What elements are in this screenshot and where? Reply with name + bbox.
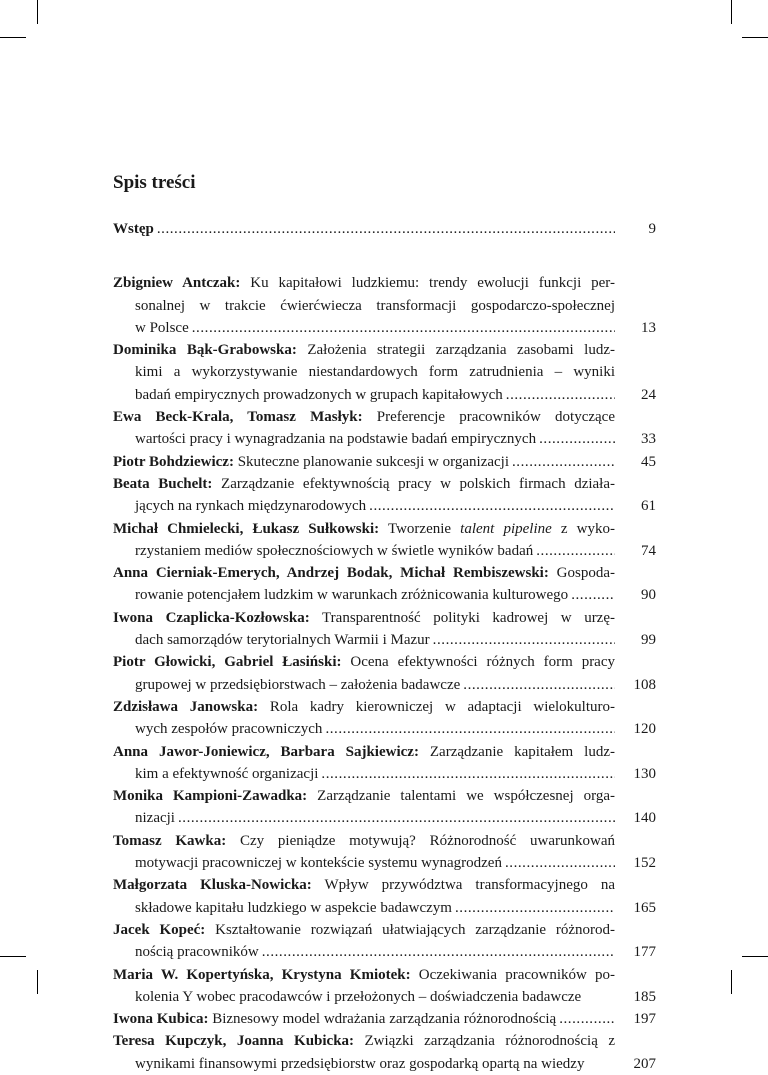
toc-entry-line: [113, 763, 615, 785]
page-number: 165: [633, 899, 656, 916]
entry-authors: Zdzisława Janowska:: [113, 698, 259, 715]
entry-title-text: Teresa Kupczyk, Joanna Kubicka: Związki zarządzania różnorodnością z: [113, 1033, 615, 1050]
page-number: 177: [633, 944, 656, 961]
entry-title-text: badań empirycznych prowadzonych w grupach kapitałowych: [135, 386, 503, 403]
page-number: 140: [633, 810, 656, 827]
entry-authors: Dominika Bąk-Grabowska:: [113, 342, 297, 359]
toc-entry[interactable]: [113, 272, 656, 339]
entry-title-text: składowe kapitału ludzkiego w aspekcie badawczym: [135, 899, 452, 916]
toc-entry-intro[interactable]: [113, 218, 656, 240]
page-number: 197: [633, 1011, 656, 1028]
toc-entry-line: [113, 696, 615, 718]
toc-entry-line: [113, 1030, 615, 1052]
crop-mark: [0, 37, 26, 38]
entry-title-text: Iwona Czaplicka-Kozłowska: Transparentność polityki kadrowej w urzę-: [113, 609, 615, 626]
entry-authors: Monika Kampioni-Zawadka:: [113, 788, 308, 805]
toc-entry[interactable]: [113, 1008, 656, 1030]
toc-entry[interactable]: [113, 964, 656, 1009]
entry-title-text: rzystaniem mediów społecznościowych w świetle wyników badań: [135, 542, 534, 559]
entry-authors: Iwona Kubica:: [113, 1011, 209, 1028]
leader-dots: [536, 428, 615, 450]
toc-entry[interactable]: [113, 696, 656, 741]
toc-entry-line: [113, 919, 615, 941]
page-number: 130: [633, 765, 656, 782]
toc-entry[interactable]: [113, 607, 656, 652]
toc-entry-line: [113, 741, 615, 763]
toc-entry-line: [113, 540, 615, 562]
entry-title-text: kim a efektywność organizacji: [135, 765, 319, 782]
crop-mark: [742, 956, 768, 957]
entry-title-text: Ewa Beck-Krala, Tomasz Masłyk: Preferencje pracowników dotyczące: [113, 409, 615, 426]
toc-entry-line: [113, 473, 615, 495]
page-number: 108: [633, 676, 656, 693]
toc-entry-line: [113, 807, 615, 829]
toc-entry-line: [113, 384, 615, 406]
toc-entry[interactable]: [113, 518, 656, 563]
entry-title-text: nością pracowników: [135, 944, 259, 961]
toc-entry-line: [113, 986, 615, 1008]
crop-mark: [731, 970, 732, 994]
entry-authors: Iwona Czaplicka-Kozłowska:: [113, 609, 310, 626]
toc-entry-line: [113, 1053, 615, 1075]
crop-mark: [0, 956, 26, 957]
toc-entry[interactable]: [113, 874, 656, 919]
entry-title-text: Maria W. Kopertyńska, Krystyna Kmiotek: Oczekiwania pracowników po-: [113, 966, 615, 983]
page-number: 24: [641, 386, 656, 403]
entry-authors: Ewa Beck-Krala, Tomasz Masłyk:: [113, 409, 363, 426]
entry-title-text: dach samorządów terytorialnych Warmii i Mazur: [135, 632, 430, 649]
toc-entry[interactable]: [113, 830, 656, 875]
toc-entry-line: [113, 272, 615, 294]
entry-title-text: kolenia Y wobec pracodawców i przełożonych – doświadczenia badawcze: [135, 988, 582, 1005]
leader-dots: [502, 852, 615, 874]
leader-dots: [259, 941, 615, 963]
toc-entry-line: [113, 674, 615, 696]
page-number: 74: [641, 542, 656, 559]
page-number: 45: [641, 453, 656, 470]
entry-authors: Anna Cierniak-Emerych, Andrzej Bodak, Michał Rembiszewski:: [113, 565, 549, 582]
entry-title-text: wynikami finansowymi przedsiębiorstw oraz gospodarką opartą na wiedzy: [135, 1055, 585, 1072]
toc-entry-line: [113, 584, 615, 606]
toc-entry-line: [113, 785, 615, 807]
entry-title-text: rowanie potencjałem ludzkim w warunkach zróżnicowania kulturowego: [135, 587, 569, 604]
entry-title-text: Jacek Kopeć: Kształtowanie rozwiązań ułatwiających zarządzanie różnorod-: [113, 921, 615, 938]
page-number: 61: [641, 498, 656, 515]
toc-entries: [113, 272, 656, 1075]
table-of-contents: [113, 218, 656, 1075]
leader-dots: [430, 629, 615, 651]
toc-entry[interactable]: [113, 339, 656, 406]
toc-entry-line: [113, 361, 615, 383]
entry-title-text: Monika Kampioni-Zawadka: Zarządzanie talentami we współczesnej orga-: [113, 788, 615, 805]
entry-italic-term: talent pipeline: [460, 520, 552, 537]
entry-title-text: wych zespołów pracowniczych: [135, 721, 323, 738]
toc-entry-line: [113, 629, 615, 651]
page-number: 152: [633, 855, 656, 872]
toc-entry-line: [113, 428, 615, 450]
leader-dots: [460, 674, 615, 696]
entry-authors: Anna Jawor-Joniewicz, Barbara Sajkiewicz:: [113, 743, 419, 760]
entry-authors: Piotr Bohdziewicz:: [113, 453, 234, 470]
entry-title-text: motywacji pracowniczej w kontekście systemu wynagrodzeń: [135, 855, 502, 872]
entry-title-text: grupowej w przedsiębiorstwach – założenia badawcze: [135, 676, 461, 693]
entry-title-text: Zbigniew Antczak: Ku kapitałowi ludzkiemu: trendy ewolucji funkcji per-: [113, 275, 615, 292]
toc-entry[interactable]: [113, 406, 656, 451]
crop-mark: [37, 970, 38, 994]
page-number: 99: [641, 632, 656, 649]
toc-entry[interactable]: [113, 651, 656, 696]
toc-entry-line: [113, 495, 615, 517]
entry-authors: Beata Buchelt:: [113, 475, 213, 492]
toc-entry-line: [113, 1008, 615, 1030]
toc-entry[interactable]: [113, 473, 656, 518]
leader-dots: [452, 897, 615, 919]
intro-label: Wstęp: [113, 221, 154, 237]
toc-entry[interactable]: [113, 451, 656, 473]
page-number: 13: [641, 319, 656, 336]
leader-dots: [568, 584, 615, 606]
toc-entry-line: [113, 406, 615, 428]
entry-title-text: Tomasz Kawka: Czy pieniądze motywują? Różnorodność uwarunkowań: [113, 832, 615, 849]
page-number: 207: [633, 1055, 656, 1072]
page-title: Spis treści: [113, 172, 196, 193]
toc-entry-line: [113, 518, 615, 540]
leader-dots: [189, 317, 615, 339]
toc-entry-line: [113, 317, 615, 339]
toc-entry-line: [113, 607, 615, 629]
entry-authors: Małgorzata Kluska-Nowicka:: [113, 877, 312, 894]
entry-title-text: wartości pracy i wynagradzania na podstawie badań empirycznych: [135, 431, 537, 448]
leader-dots: [322, 718, 615, 740]
toc-entry-line: [113, 897, 615, 919]
leader-dots: [503, 384, 615, 406]
entry-authors: Jacek Kopeć:: [113, 921, 206, 938]
toc-entry-line: [113, 874, 615, 896]
toc-entry[interactable]: [113, 562, 656, 607]
page-number: 9: [648, 221, 656, 237]
entry-title-text: Piotr Głowicki, Gabriel Łasiński: Ocena efektywności różnych form pracy: [113, 654, 616, 671]
entry-title-text: Anna Jawor-Joniewicz, Barbara Sajkiewicz: Zarządzanie kapitałem ludz-: [113, 743, 615, 760]
entry-title-text: Małgorzata Kluska-Nowicka: Wpływ przywództwa transformacyjnego na: [113, 877, 615, 894]
toc-entry-line: [113, 964, 615, 986]
entry-title-text: Piotr Bohdziewicz: Skuteczne planowanie sukcesji w organizacji: [113, 453, 509, 470]
entry-title-text: Michał Chmielecki, Łukasz Sułkowski: Tworzenie talent pipeline z wyko-: [113, 520, 615, 537]
leader-dots: [509, 451, 615, 473]
leader-dots: [366, 495, 615, 517]
toc-entry[interactable]: [113, 919, 656, 964]
entry-title-text: jących na rynkach międzynarodowych: [135, 498, 367, 515]
toc-entry-line: [113, 295, 615, 317]
entry-authors: Teresa Kupczyk, Joanna Kubicka:: [113, 1033, 355, 1050]
crop-mark: [742, 37, 768, 38]
toc-entry-line: [113, 941, 615, 963]
entry-title-text: Zdzisława Janowska: Rola kadry kierowniczej w adaptacji wielokulturo-: [113, 698, 616, 715]
toc-entry-line: [113, 451, 615, 473]
leader-dots: [318, 763, 615, 785]
page-number: 120: [633, 721, 656, 738]
entry-authors: Michał Chmielecki, Łukasz Sułkowski:: [113, 520, 380, 537]
toc-entry[interactable]: [113, 785, 656, 830]
page-number: 90: [641, 587, 656, 604]
leader-dots: [556, 1008, 615, 1030]
entry-title-text: Anna Cierniak-Emerych, Andrzej Bodak, Michał Rembiszewski: Gospoda-: [113, 565, 615, 582]
toc-entry-line: [113, 562, 615, 584]
toc-entry[interactable]: [113, 741, 656, 786]
toc-entry[interactable]: [113, 1030, 656, 1075]
page-number: 185: [633, 988, 656, 1005]
entry-title-text: Iwona Kubica: Biznesowy model wdrażania zarządzania różnorodnością: [113, 1011, 557, 1028]
toc-entry-line: [113, 339, 615, 361]
leader-dots: [175, 807, 615, 829]
page-number: 33: [641, 431, 656, 448]
entry-title-text: nizacji: [135, 810, 175, 827]
crop-mark: [731, 0, 732, 24]
entry-authors: Zbigniew Antczak:: [113, 275, 241, 292]
entry-title-text: w Polsce: [135, 319, 189, 336]
entry-title-text: kimi a wykorzystywanie niestandardowych form zatrudnienia – wyniki: [135, 364, 615, 381]
entry-authors: Maria W. Kopertyńska, Krystyna Kmiotek:: [113, 966, 411, 983]
entry-title-text: Beata Buchelt: Zarządzanie efektywnością pracy w polskich firmach działa-: [113, 475, 615, 492]
toc-entry-line: [113, 830, 615, 852]
crop-mark: [37, 0, 38, 24]
leader-dots: [533, 540, 615, 562]
toc-entry-line: [113, 651, 615, 673]
toc-entry-line: [113, 718, 615, 740]
entry-authors: Piotr Głowicki, Gabriel Łasiński:: [113, 654, 342, 671]
leader-dots: [154, 218, 615, 240]
entry-title-text: sonalnej w trakcie ćwierćwiecza transformacji gospodarczo-społecznej: [135, 297, 615, 314]
entry-title-text: Dominika Bąk-Grabowska: Założenia strategii zarządzania zasobami ludz-: [113, 342, 615, 359]
toc-entry-line: [113, 852, 615, 874]
entry-authors: Tomasz Kawka:: [113, 832, 227, 849]
